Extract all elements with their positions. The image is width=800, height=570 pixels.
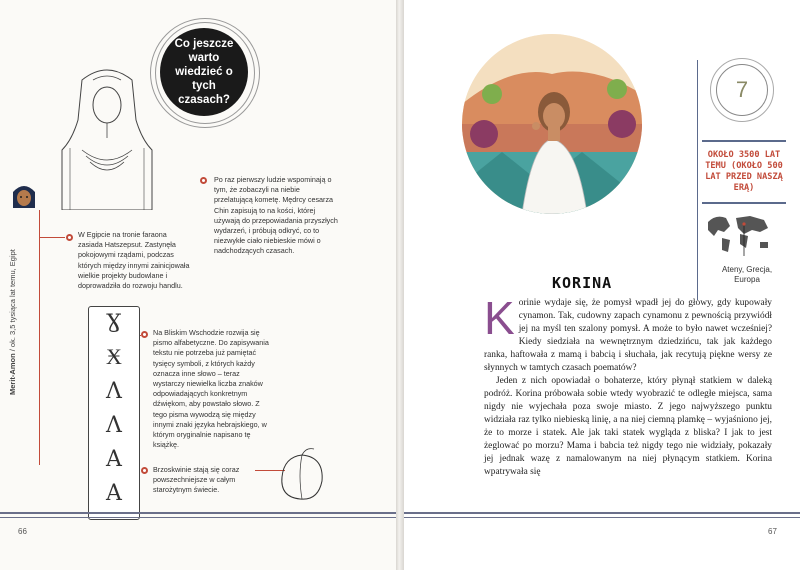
- fact-text: W Egipcie na tronie faraona zasiada Hatszepsut. Zastynęła pokojowymi rządami, podczas których między innymi zainicjowała wielkie projekty budowlane i doprowadziła do rozwoju handlu.: [78, 230, 190, 291]
- tablet-glyph: Ʌ: [106, 379, 122, 404]
- korina-illustration: [462, 34, 642, 214]
- page-number: 67: [768, 527, 777, 536]
- bullet-icon: [200, 177, 207, 184]
- merit-amon-caption: Merit-Amon / ok. 3,5 tysiąca lat temu, Egipt: [8, 249, 17, 395]
- peach-illustration: [272, 445, 332, 505]
- bottom-rule: [0, 512, 396, 514]
- sidebar-rule: [697, 60, 698, 300]
- right-page: [404, 0, 800, 570]
- dropcap: K: [484, 292, 515, 344]
- bullet-icon: [141, 331, 148, 338]
- paragraph: Jeden z nich opowiadał o bohaterze, który płynął statkiem w daleką podróż. Korina próbowała sobie wtedy wyobrazić te odległe miejsca, sama nigdy nie wyjechała poza swoje miasto. Z jego najwyższego punktu widziała raz tylko niebieską linię, a na niej ciemną plamkę – wyjaśniono jej, że to morze i statek. Ale jak taki statek wygląda z bliska? I jak to jest żeglować po morzu? Mama i babcia też nigdy tego nie widziały, pokazały jej jednak wazę z namalowanym na niej płynącym statkiem. Korina wpatrywała się: [484, 376, 772, 477]
- tablet-glyph: Ӿ: [106, 345, 122, 370]
- pharaoh-statue-illustration: [52, 60, 162, 210]
- story-body: [484, 292, 772, 479]
- alphabet-tablet-illustration: [88, 306, 140, 520]
- fact-text: Po raz pierwszy ludzie wspominają o tym, że zobaczyli na niebie przelatującą kometę. Mędrcy cesarza Chin zapisują to na kości, której używają do przepowiadania przyszłych wydarzeń, i próbują odkryć, co to niezwykłe ciało niebieskie mówi o nadchodzących czasach.: [214, 175, 338, 256]
- world-map-icon: [704, 210, 774, 258]
- book-spine: [396, 0, 404, 570]
- fact-text: Na Bliskim Wschodzie rozwija się pismo alfabetyczne. Do zapisywania tekstu nie potrzeba już pamiętać tysięcy symboli, z których każdy oznacza inne słowo – teraz wystarczy niewielka liczba znaków odpowiadających konkretnym dźwiękom, aby powstało słowo. Z tego pisma wywodzą się między innymi znaki języka hebrajskiego, w którym oryginalnie napisano tę książkę.: [153, 328, 269, 450]
- date-label: OKOŁO 3500 LAT TEMU (OKOŁO 500 LAT PRZED NASZĄ ERĄ): [702, 140, 786, 204]
- chapter-number: 7: [716, 64, 768, 116]
- page-number: 66: [18, 527, 27, 536]
- fact-text: Brzoskwinie stają się coraz powszechniejsze w całym starożytnym świecie.: [153, 465, 240, 495]
- tablet-glyph: Ɣ: [106, 311, 122, 336]
- bottom-rule: [0, 517, 396, 518]
- left-page: [0, 0, 396, 570]
- question-badge: Co jeszcze warto wiedzieć o tych czasach?: [160, 28, 248, 116]
- story-title: KORINA: [552, 274, 613, 292]
- tablet-glyph: A: [106, 447, 122, 472]
- tablet-glyph: Ʌ: [106, 413, 122, 438]
- tablet-glyph: A: [106, 481, 122, 506]
- connector-line: [39, 237, 65, 238]
- bottom-rule: [404, 517, 800, 518]
- timeline-line: [39, 210, 40, 465]
- bullet-icon: [141, 467, 148, 474]
- korina-scene-illustration: [462, 34, 642, 214]
- paragraph: Korinie wydaje się, że pomysł wpadł jej do głowy, gdy kupowały cynamon. Tak, cudowny zapach cynamonu z pewnością przywiódł jej na myśl ten szalony pomysł. A może to było nawet wcześniej? Kiedy siedziała na wewnętrznym dziedzińcu, tak jak każdego ranka, haftowała z mamą i babcią i słuchała, jak recytują piękne wersy ze słynnych w tamtych czasach poematów?: [484, 292, 772, 373]
- bottom-rule: [404, 512, 800, 514]
- location-label: Ateny, Grecja, Europa: [721, 265, 773, 284]
- bullet-icon: [66, 234, 73, 241]
